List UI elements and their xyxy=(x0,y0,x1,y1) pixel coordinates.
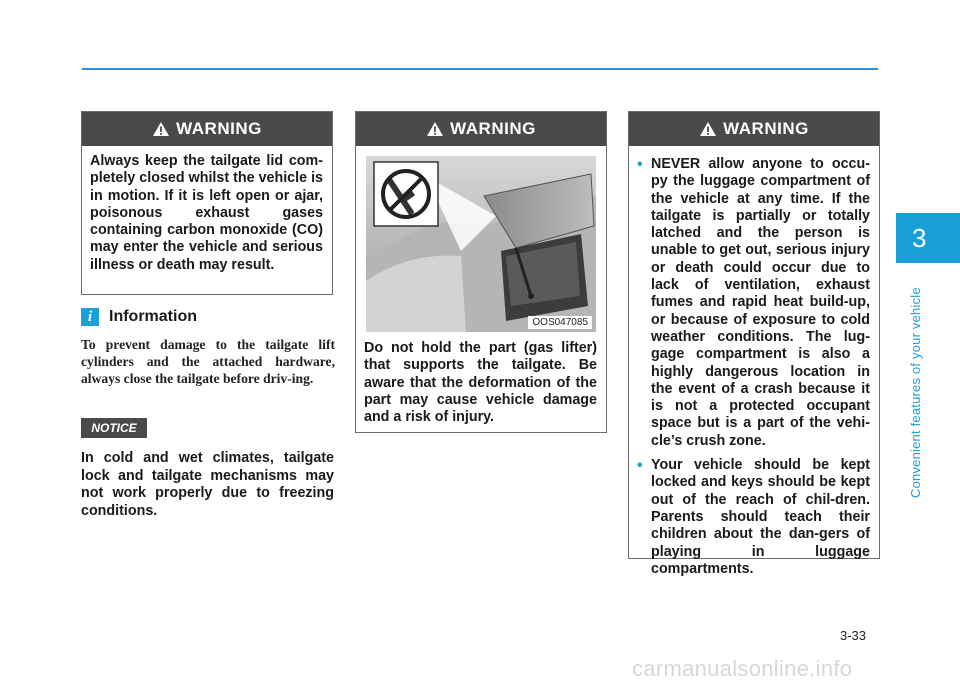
warning-text: Always keep the tailgate lid com-pletely closed whilst the vehicle is in motion. If it is left open or ajar, poisonous exhaust gases containing carbon monoxide (CO) may enter the vehicle and serious illness or death may result. xyxy=(90,153,323,273)
warning-triangle-icon xyxy=(699,121,717,137)
notice-text: In cold and wet climates, tailgate lock and tailgate mechanisms may not work properly due to freezing conditions. xyxy=(81,450,334,519)
list-item: • Your vehicle should be kept locked and keys should be kept out of the reach of chil-dren. Parents should teach their children about the dan-gers of playing in luggage compartments. xyxy=(637,457,870,578)
tailgate-photo-illustration xyxy=(366,156,596,332)
chapter-number: 3 xyxy=(912,223,927,253)
warning-title: WARNING xyxy=(723,119,809,138)
warning-triangle-icon xyxy=(426,121,444,137)
chapter-tab xyxy=(896,213,960,263)
information-heading xyxy=(81,308,335,326)
tailgate-illustration xyxy=(366,156,596,332)
warning-title: WARNING xyxy=(176,119,262,138)
chapter-title-strip xyxy=(896,268,960,498)
warning-bullet-list xyxy=(637,156,870,578)
list-item: • NEVER allow anyone to occu-py the luggage compartment of the vehicle at any time. If the tailgate is partially or totally latched and the person is unable to get out, serious injury or death could occur due to lack of ventilation, exhaust fumes and rapid heat build-up, or because of exposure to cold weather conditions. The lug-gage compartment is also a highly dangerous location in the event of a crash because it is not a protected occupant space but is a part of the vehi-cle’s crush zone. xyxy=(637,156,870,450)
warning-header xyxy=(82,112,332,146)
warning-box-gas-lifter xyxy=(355,111,607,433)
top-rule xyxy=(82,68,878,70)
warning-triangle-icon xyxy=(152,121,170,137)
information-text: To prevent damage to the tailgate lift cylinders and the attached hardware, always close the tailgate before driv-ing. xyxy=(81,337,335,387)
information-icon: i xyxy=(81,308,99,326)
warning-box-exhaust xyxy=(81,111,333,295)
page-number: 3-33 xyxy=(840,628,867,643)
information-title: Information xyxy=(109,308,197,325)
information-section xyxy=(81,308,335,388)
warning-list-body xyxy=(629,146,879,593)
warning-header xyxy=(629,112,879,146)
chapter-title: Convenient features of your vehicle xyxy=(908,287,923,498)
notice-badge: NOTICE xyxy=(81,418,147,438)
image-code: OOS047085 xyxy=(528,316,592,329)
warning-text: Do not hold the part (gas lifter) that supports the tailgate. Be aware that the deformation of the part may cause vehicle damage and a risk of injury. xyxy=(364,340,597,426)
warning-header xyxy=(356,112,606,146)
watermark: carmanualsonline.info xyxy=(632,656,853,681)
warning-box-luggage xyxy=(628,111,880,577)
warning-title: WARNING xyxy=(450,119,536,138)
